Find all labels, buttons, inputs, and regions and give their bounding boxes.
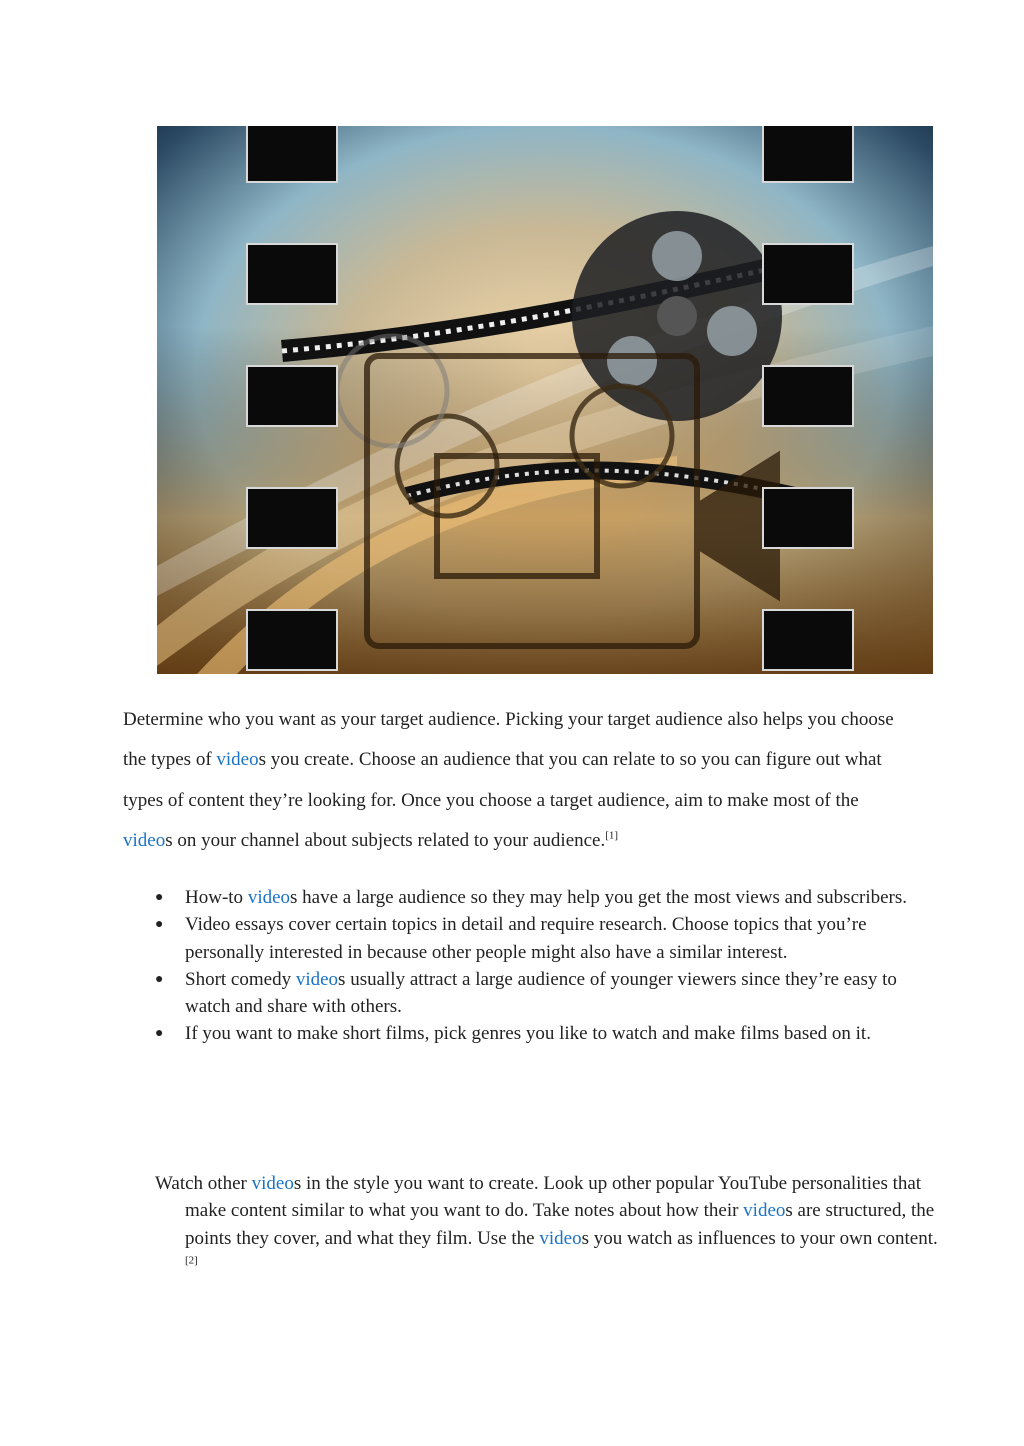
list-item: ● How-to videos have a large audience so they may help you get the most views and subscribers. <box>155 884 915 911</box>
video-link[interactable]: video <box>295 968 339 990</box>
citation-2[interactable]: [2] <box>185 1254 198 1267</box>
intro-text-2: s you create. Choose an audience that you can relate to so you can figure out what types of content they’re looking for. Once you choose a target audience, aim to make most of the <box>123 749 882 811</box>
intro-paragraph <box>123 700 913 861</box>
watch-videos-paragraph: Watch other videos in the style you want to create. Look up other popular YouTube personalities that make content similar to what you want to do. Take notes about how their videos are structured, the points they cover, and what they film. Use the videos you watch as influences to your own content.[2] <box>155 1173 938 1267</box>
citation-1[interactable]: [1] <box>605 829 619 842</box>
list-item: ● If you want to make short films, pick genres you like to watch and make films based on it. <box>155 1020 915 1047</box>
list-item: ● Video essays cover certain topics in detail and require research. Choose topics that you’re personally interested in because other people might also have a similar interest. <box>155 911 915 966</box>
bullet-icon: ● <box>155 971 164 987</box>
video-link[interactable]: video <box>743 1200 786 1222</box>
film-projector-image <box>157 126 933 674</box>
bullet-icon: ● <box>155 1026 164 1042</box>
video-link[interactable]: video <box>247 887 291 908</box>
list-item: ● Short comedy videos usually attract a large audience of younger viewers since they’re easy to watch and share with others. <box>155 966 915 1021</box>
bullet-icon: ● <box>155 917 164 933</box>
audience-type-list <box>155 884 915 1048</box>
video-link[interactable]: video <box>216 749 259 771</box>
intro-text-1: Determine who you want as your target audience. Picking your target audience also helps you choose the types of <box>123 709 894 771</box>
video-link[interactable]: video <box>123 829 166 851</box>
intro-text-3: s on your channel about subjects related to your audience. <box>165 829 606 851</box>
bullet-icon: ● <box>155 890 164 905</box>
video-link[interactable]: video <box>251 1173 294 1194</box>
video-link[interactable]: video <box>539 1227 582 1249</box>
film-projector-illustration <box>157 126 933 674</box>
